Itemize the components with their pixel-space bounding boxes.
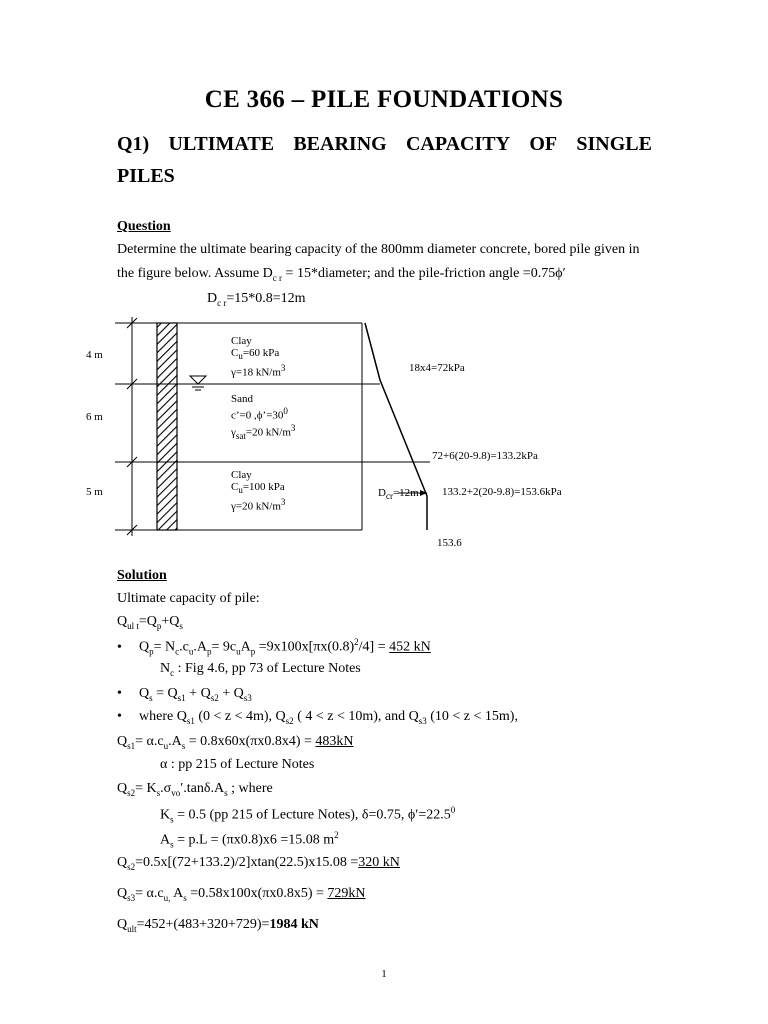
solution-bullet-line: • $Q_p= N_c.c_u.A_p= 9c_uA_p =9x100x[\pi x(0.8)^2/4] = 452$ kN (117, 637, 431, 657)
page-title: CE 366 – PILE FOUNDATIONS (204, 86, 564, 113)
stress-label: 133.2+2(20-9.8)=153.6kPa (442, 486, 562, 498)
solution-line: α : pp 215 of Lecture Notes (160, 757, 315, 772)
q1-line2: PILES (117, 165, 175, 187)
dcr-value: $D_{c r}=15*0.8=12m$ (207, 291, 306, 308)
solution-heading: Solution (117, 568, 167, 583)
depth-label: 4 m (86, 349, 103, 361)
stress-label: 18x4=72kPa (409, 362, 465, 374)
q1-word: SINGLE (576, 133, 652, 155)
water-table-icon (190, 376, 206, 384)
q1-word: OF (529, 133, 558, 155)
solution-line: $N_c$ : Fig 4.6, pp 73 of Lecture Notes (160, 661, 361, 678)
solution-line: $A_s = p.L = (\pi x0.8)x6 =15.08$ $m^2$ (160, 830, 339, 850)
solution-line: $Q_{ul t}=Q_p+Q_s$ (117, 614, 183, 631)
stress-label: 153.6 (437, 537, 462, 549)
dcr-label: $D_{cr}=12m$ (378, 487, 419, 502)
solution-line: $Q_{s3}= \alpha.c_{u,}$ $A_s =0.58x100x(\pi x0.8x5) = 729kN$ (117, 886, 366, 903)
solution-line: $Q_{s2}=0.5x[(72+133.2)/2]xtan(22.5)x15.08 =320$ kN (117, 855, 400, 872)
q1-word: ULTIMATE (168, 133, 275, 155)
depth-label: 5 m (86, 486, 103, 498)
layer2-label: Sand c’=0 $,\phi’=30^0$ $\gamma_{sat}=20$ $kN/m^3$ (231, 393, 296, 441)
question-line2: the figure below. Assume $D_{c r}$ = 15*diameter; and the pile-friction angle =0.75ϕ′ (117, 266, 566, 283)
solution-line: $Q_{s1}= \alpha.c_u.A_s = 0.8x60x(\pi x0.8x4) = 483kN$ (117, 734, 354, 751)
solution-line: $K_s = 0.5$ (pp 215 of Lecture Notes), δ=0.75, $\phi'=22.5^0$ (160, 805, 456, 825)
stress-label: 72+6(20-9.8)=133.2kPa (432, 450, 538, 462)
layer1-label: Clay $C_u=60$ kPa γ=18 $kN/m^3$ (231, 335, 286, 379)
solution-final-line: $Q_{ult}=452+(483+320+729)=1984$ kN (117, 917, 319, 934)
solution-bullet-line: • where $Q_{s1}$ (0 < z < 4m), $Q_{s2}$ ( 4 < z < 10m), and $Q_{s3}$ (10 < z < 15m), (117, 709, 518, 726)
q1-word: CAPACITY (405, 133, 511, 155)
solution-line: $Q_{s2}= K_s.\sigma_{vo}'.\tan\delta.A_s$ ; where (117, 781, 273, 798)
pile (157, 323, 177, 530)
solution-line: Ultimate capacity of pile: (117, 591, 260, 606)
page-number: 1 (381, 968, 387, 980)
q1-word: BEARING (293, 133, 387, 155)
question-line1: Determine the ultimate bearing capacity of the 800mm diameter concrete, bored pile given in (117, 242, 640, 257)
q1-word: Q1) (117, 133, 150, 155)
question-heading: Question (117, 219, 171, 234)
solution-bullet-line: • $Q_s = Q_{s1} + Q_{s2} + Q_{s3}$ (117, 686, 252, 703)
layer3-label: Clay $C_u=100$ kPa γ=20 $kN/m^3$ (231, 469, 286, 513)
depth-label: 6 m (86, 411, 103, 423)
